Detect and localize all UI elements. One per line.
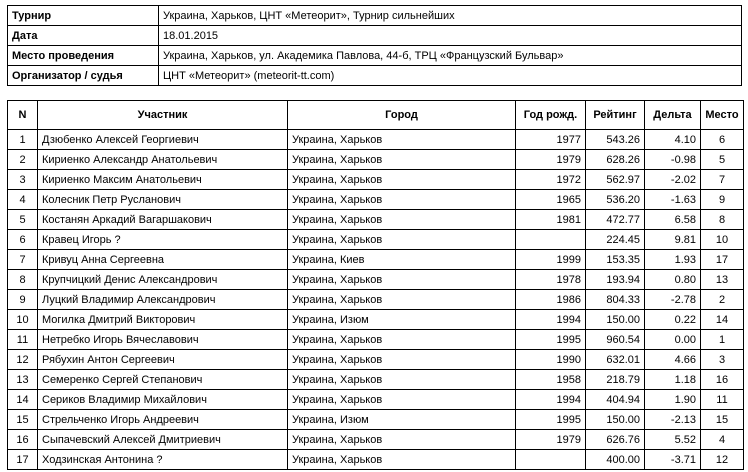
cell-place: 9 [701,190,744,210]
table-row [8,250,744,270]
cell-delta: 1.18 [645,370,701,390]
cell-city: Украина, Харьков [288,430,516,450]
cell-name: Могилка Дмитрий Викторович [38,310,288,330]
cell-name: Кириенко Александр Анатольевич [38,150,288,170]
cell-city: Украина, Киев [288,250,516,270]
info-row [8,26,742,46]
cell-place: 11 [701,390,744,410]
cell-name: Рябухин Антон Сергеевич [38,350,288,370]
table-row [8,450,744,470]
info-label: Турнир [8,6,159,26]
cell-place: 4 [701,430,744,450]
cell-n: 1 [8,130,38,150]
cell-name: Дзюбенко Алексей Георгиевич [38,130,288,150]
cell-delta: -0.98 [645,150,701,170]
table-row [8,130,744,150]
table-row [8,310,744,330]
cell-city: Украина, Харьков [288,270,516,290]
table-row [8,210,744,230]
cell-n: 10 [8,310,38,330]
table-row [8,330,744,350]
col-header-year: Год рожд. [516,101,586,130]
results-header-row [8,101,744,130]
cell-city: Украина, Харьков [288,230,516,250]
cell-rating: 224.45 [586,230,645,250]
cell-city: Украина, Изюм [288,310,516,330]
cell-city: Украина, Харьков [288,190,516,210]
cell-city: Украина, Харьков [288,150,516,170]
info-row [8,6,742,26]
col-header-delta: Дельта [645,101,701,130]
table-row [8,190,744,210]
cell-place: 2 [701,290,744,310]
cell-rating: 626.76 [586,430,645,450]
cell-delta: 0.22 [645,310,701,330]
cell-n: 5 [8,210,38,230]
cell-year: 1958 [516,370,586,390]
cell-rating: 400.00 [586,450,645,470]
cell-rating: 218.79 [586,370,645,390]
table-row [8,350,744,370]
cell-city: Украина, Харьков [288,210,516,230]
table-row [8,370,744,390]
cell-n: 2 [8,150,38,170]
cell-rating: 472.77 [586,210,645,230]
cell-place: 3 [701,350,744,370]
cell-delta: -1.63 [645,190,701,210]
cell-place: 7 [701,170,744,190]
cell-year [516,230,586,250]
col-header-n: N [8,101,38,130]
cell-n: 15 [8,410,38,430]
col-header-place: Место [701,101,744,130]
cell-place: 10 [701,230,744,250]
cell-n: 17 [8,450,38,470]
cell-delta: 1.93 [645,250,701,270]
cell-name: Колесник Петр Русланович [38,190,288,210]
cell-rating: 804.33 [586,290,645,310]
cell-year: 1965 [516,190,586,210]
cell-n: 13 [8,370,38,390]
cell-place: 16 [701,370,744,390]
cell-name: Стрельченко Игорь Андреевич [38,410,288,430]
info-value: ЦНТ «Метеорит» (meteorit-tt.com) [159,66,742,86]
cell-n: 6 [8,230,38,250]
cell-rating: 404.94 [586,390,645,410]
table-row [8,270,744,290]
table-row [8,410,744,430]
cell-city: Украина, Харьков [288,330,516,350]
cell-name: Сериков Владимир Михайлович [38,390,288,410]
cell-year: 1994 [516,310,586,330]
cell-rating: 543.26 [586,130,645,150]
table-row [8,390,744,410]
cell-city: Украина, Харьков [288,130,516,150]
cell-delta: 0.80 [645,270,701,290]
cell-rating: 153.35 [586,250,645,270]
cell-name: Крупчицкий Денис Александрович [38,270,288,290]
cell-name: Кириенко Максим Анатольевич [38,170,288,190]
cell-rating: 150.00 [586,310,645,330]
cell-city: Украина, Харьков [288,390,516,410]
cell-rating: 960.54 [586,330,645,350]
cell-n: 12 [8,350,38,370]
cell-delta: 1.90 [645,390,701,410]
cell-city: Украина, Харьков [288,370,516,390]
cell-rating: 536.20 [586,190,645,210]
cell-place: 6 [701,130,744,150]
cell-name: Луцкий Владимир Александрович [38,290,288,310]
cell-place: 1 [701,330,744,350]
cell-n: 8 [8,270,38,290]
cell-place: 14 [701,310,744,330]
results-table [7,100,744,470]
tournament-info-table [7,5,742,86]
cell-place: 12 [701,450,744,470]
cell-year: 1979 [516,430,586,450]
info-label: Место проведения [8,46,159,66]
cell-year: 1995 [516,330,586,350]
cell-delta: 4.10 [645,130,701,150]
col-header-city: Город [288,101,516,130]
cell-name: Кривуц Анна Сергеевна [38,250,288,270]
info-value: Украина, Харьков, ул. Академика Павлова, 44-б, ТРЦ «Французский Бульвар» [159,46,742,66]
cell-year: 1977 [516,130,586,150]
cell-delta: 4.66 [645,350,701,370]
cell-n: 11 [8,330,38,350]
info-value: Украина, Харьков, ЦНТ «Метеорит», Турнир сильнейших [159,6,742,26]
cell-city: Украина, Харьков [288,350,516,370]
cell-rating: 193.94 [586,270,645,290]
cell-name: Семеренко Сергей Степанович [38,370,288,390]
cell-city: Украина, Харьков [288,290,516,310]
table-row [8,430,744,450]
cell-year [516,450,586,470]
cell-n: 16 [8,430,38,450]
cell-year: 1995 [516,410,586,430]
info-label: Дата [8,26,159,46]
cell-year: 1999 [516,250,586,270]
info-label: Организатор / судья [8,66,159,86]
cell-n: 9 [8,290,38,310]
cell-delta: -2.02 [645,170,701,190]
cell-n: 3 [8,170,38,190]
cell-year: 1986 [516,290,586,310]
cell-delta: 9.81 [645,230,701,250]
cell-name: Кравец Игорь ? [38,230,288,250]
info-row [8,66,742,86]
cell-name: Ходзинская Антонина ? [38,450,288,470]
table-row [8,170,744,190]
cell-year: 1972 [516,170,586,190]
table-row [8,230,744,250]
col-header-name: Участник [38,101,288,130]
cell-place: 15 [701,410,744,430]
cell-rating: 628.26 [586,150,645,170]
cell-name: Костанян Аркадий Вагаршакович [38,210,288,230]
cell-year: 1990 [516,350,586,370]
cell-year: 1994 [516,390,586,410]
table-row [8,290,744,310]
cell-year: 1978 [516,270,586,290]
cell-year: 1981 [516,210,586,230]
cell-rating: 632.01 [586,350,645,370]
cell-rating: 150.00 [586,410,645,430]
cell-delta: 5.52 [645,430,701,450]
cell-n: 4 [8,190,38,210]
cell-rating: 562.97 [586,170,645,190]
cell-n: 14 [8,390,38,410]
cell-place: 13 [701,270,744,290]
cell-city: Украина, Харьков [288,170,516,190]
cell-place: 8 [701,210,744,230]
cell-delta: -2.78 [645,290,701,310]
cell-delta: -3.71 [645,450,701,470]
col-header-rating: Рейтинг [586,101,645,130]
cell-place: 5 [701,150,744,170]
cell-city: Украина, Харьков [288,450,516,470]
cell-n: 7 [8,250,38,270]
cell-delta: -2.13 [645,410,701,430]
cell-delta: 0.00 [645,330,701,350]
cell-name: Нетребко Игорь Вячеславович [38,330,288,350]
info-row [8,46,742,66]
info-value: 18.01.2015 [159,26,742,46]
cell-name: Сыпачевский Алексей Дмитриевич [38,430,288,450]
cell-year: 1979 [516,150,586,170]
cell-city: Украина, Изюм [288,410,516,430]
cell-delta: 6.58 [645,210,701,230]
cell-place: 17 [701,250,744,270]
table-row [8,150,744,170]
